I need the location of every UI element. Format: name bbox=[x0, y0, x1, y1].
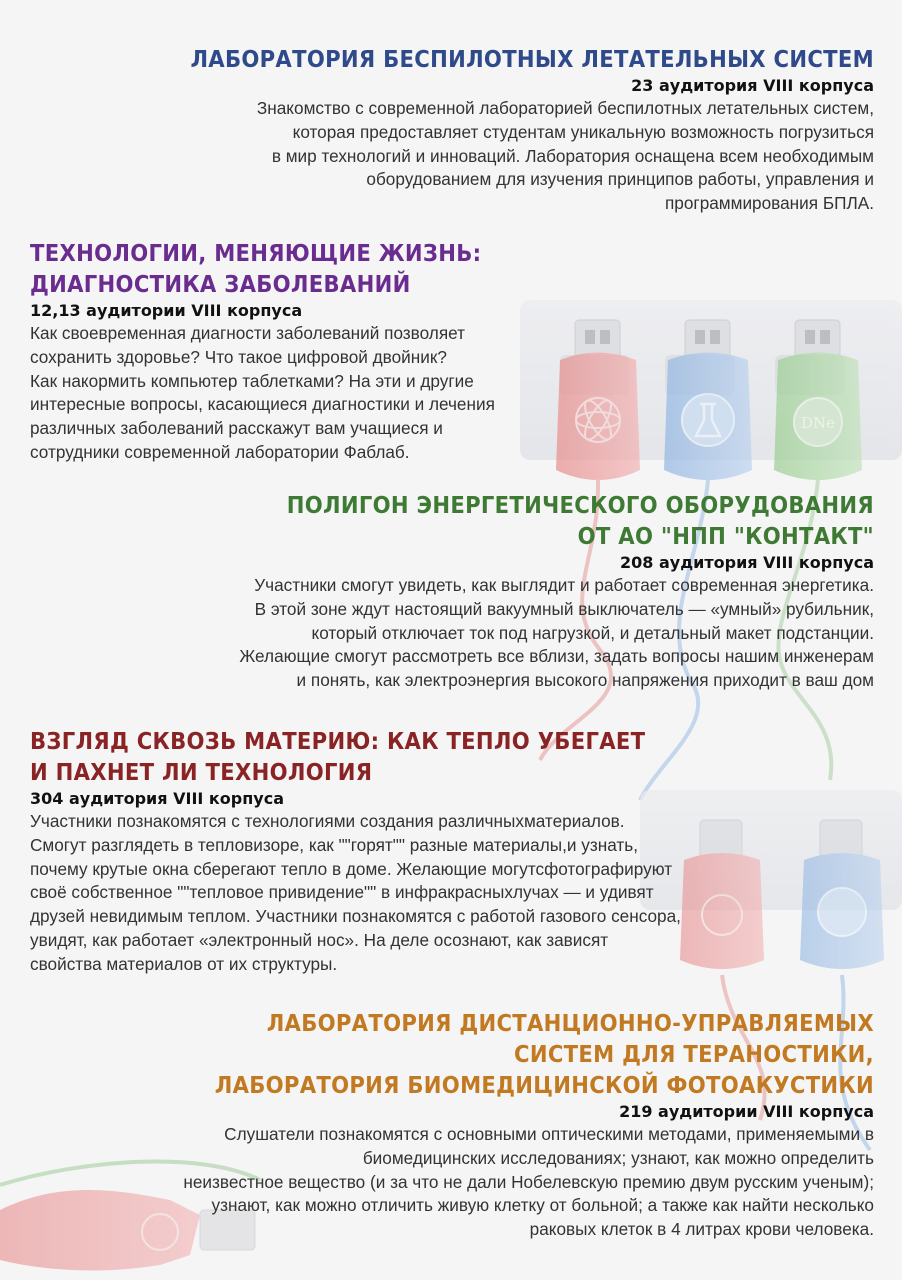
section-disease-diagnostics bbox=[30, 238, 495, 465]
plug-badge-text: DNe bbox=[800, 414, 836, 432]
section-title: ЛАБОРАТОРИЯ ДИСТАНЦИОННО-УПРАВЛЯЕМЫХ СИСТЕМ ДЛЯ ТЕРАНОСТИКИ, ЛАБОРАТОРИЯ БИОМЕДИЦИНСКОЙ ФОТОАКУСТИКИ bbox=[214, 1009, 874, 1099]
section-room: 304 аудитория VIII корпуса bbox=[30, 789, 284, 808]
section-description: Участники познакомятся с технологиями создания различныхматериалов. Смогут разглядеть в тепловизоре, как ""горят"" разные материалы,и узнать, почему крутые окна сберегают тепло в доме. Желающие могутсфотографируют своё собственное ""тепловое привидение"" в инфракрасныхлучах — и удивят друзей невидимым теплом. Участники познакомятся с работой газового сенсора, увидят, как работает «электронный нос». На деле осознают, как зависят свойства материалов от их структуры. bbox=[30, 811, 681, 974]
section-description: Как своевременная диагности заболеваний позволяет сохранить здоровье? Что такое цифровой двойник? Как накормить компьютер таблетками? На эти и другие интересные вопросы, касающиеся диагностики и лечения различных заболеваний расскажут вам учащиеся и сотрудники современной лаборатории Фаблаб. bbox=[30, 323, 495, 462]
section-heat-materials bbox=[30, 726, 681, 977]
section-description: Знакомство с современной лабораторией беспилотных летательных систем, которая предоставляет студентам уникальную возможность погрузиться в мир технологий и инноваций. Лаборатория оснащена всем необходимым оборудованием для изучения принципов работы, управления и программирования БПЛА. bbox=[256, 98, 874, 214]
section-room: 12,13 аудитории VIII корпуса bbox=[30, 301, 303, 320]
section-title: ВЗГЛЯД СКВОЗЬ МАТЕРИЮ: КАК ТЕПЛО УБЕГАЕТ И ПАХНЕТ ЛИ ТЕХНОЛОГИЯ bbox=[30, 727, 646, 786]
section-uav-lab bbox=[190, 44, 874, 216]
section-room: 208 аудитория VIII корпуса bbox=[620, 553, 874, 572]
section-theranostics-photoacoustics bbox=[183, 1008, 874, 1242]
section-energy-polygon bbox=[239, 490, 874, 693]
section-room: 219 аудитории VIII корпуса bbox=[619, 1102, 874, 1121]
section-room: 23 аудитория VIII корпуса bbox=[631, 76, 874, 95]
section-title: ТЕХНОЛОГИИ, МЕНЯЮЩИЕ ЖИЗНЬ: ДИАГНОСТИКА ЗАБОЛЕВАНИЙ bbox=[30, 239, 482, 298]
section-title: ПОЛИГОН ЭНЕРГЕТИЧЕСКОГО ОБОРУДОВАНИЯ ОТ АО "НПП "КОНТАКТ" bbox=[286, 491, 874, 550]
section-title: ЛАБОРАТОРИЯ БЕСПИЛОТНЫХ ЛЕТАТЕЛЬНЫХ СИСТЕМ bbox=[190, 45, 874, 73]
section-description: Участники смогут увидеть, как выглядит и работает современная энергетика. В этой зоне ждут настоящий вакуумный выключатель — «умный» рубильник, который отключает ток под нагрузкой, и детальный макет подстанции. Желающие смогут рассмотреть все вблизи, задать вопросы нашим инженерам и понять, как электроэнергия высокого напряжения приходит в ваш дом bbox=[239, 575, 874, 691]
section-description: Слушатели познакомятся с основными оптическими методами, применяемыми в биомедицинских исследованиях; узнают, как можно определить неизвестное вещество (и за что не дали Нобелевскую премию двум русским ученым); узнают, как можно отличить живую клетку от больной; а также как найти несколько раковых клеток в 4 литрах крови человека. bbox=[183, 1124, 874, 1240]
